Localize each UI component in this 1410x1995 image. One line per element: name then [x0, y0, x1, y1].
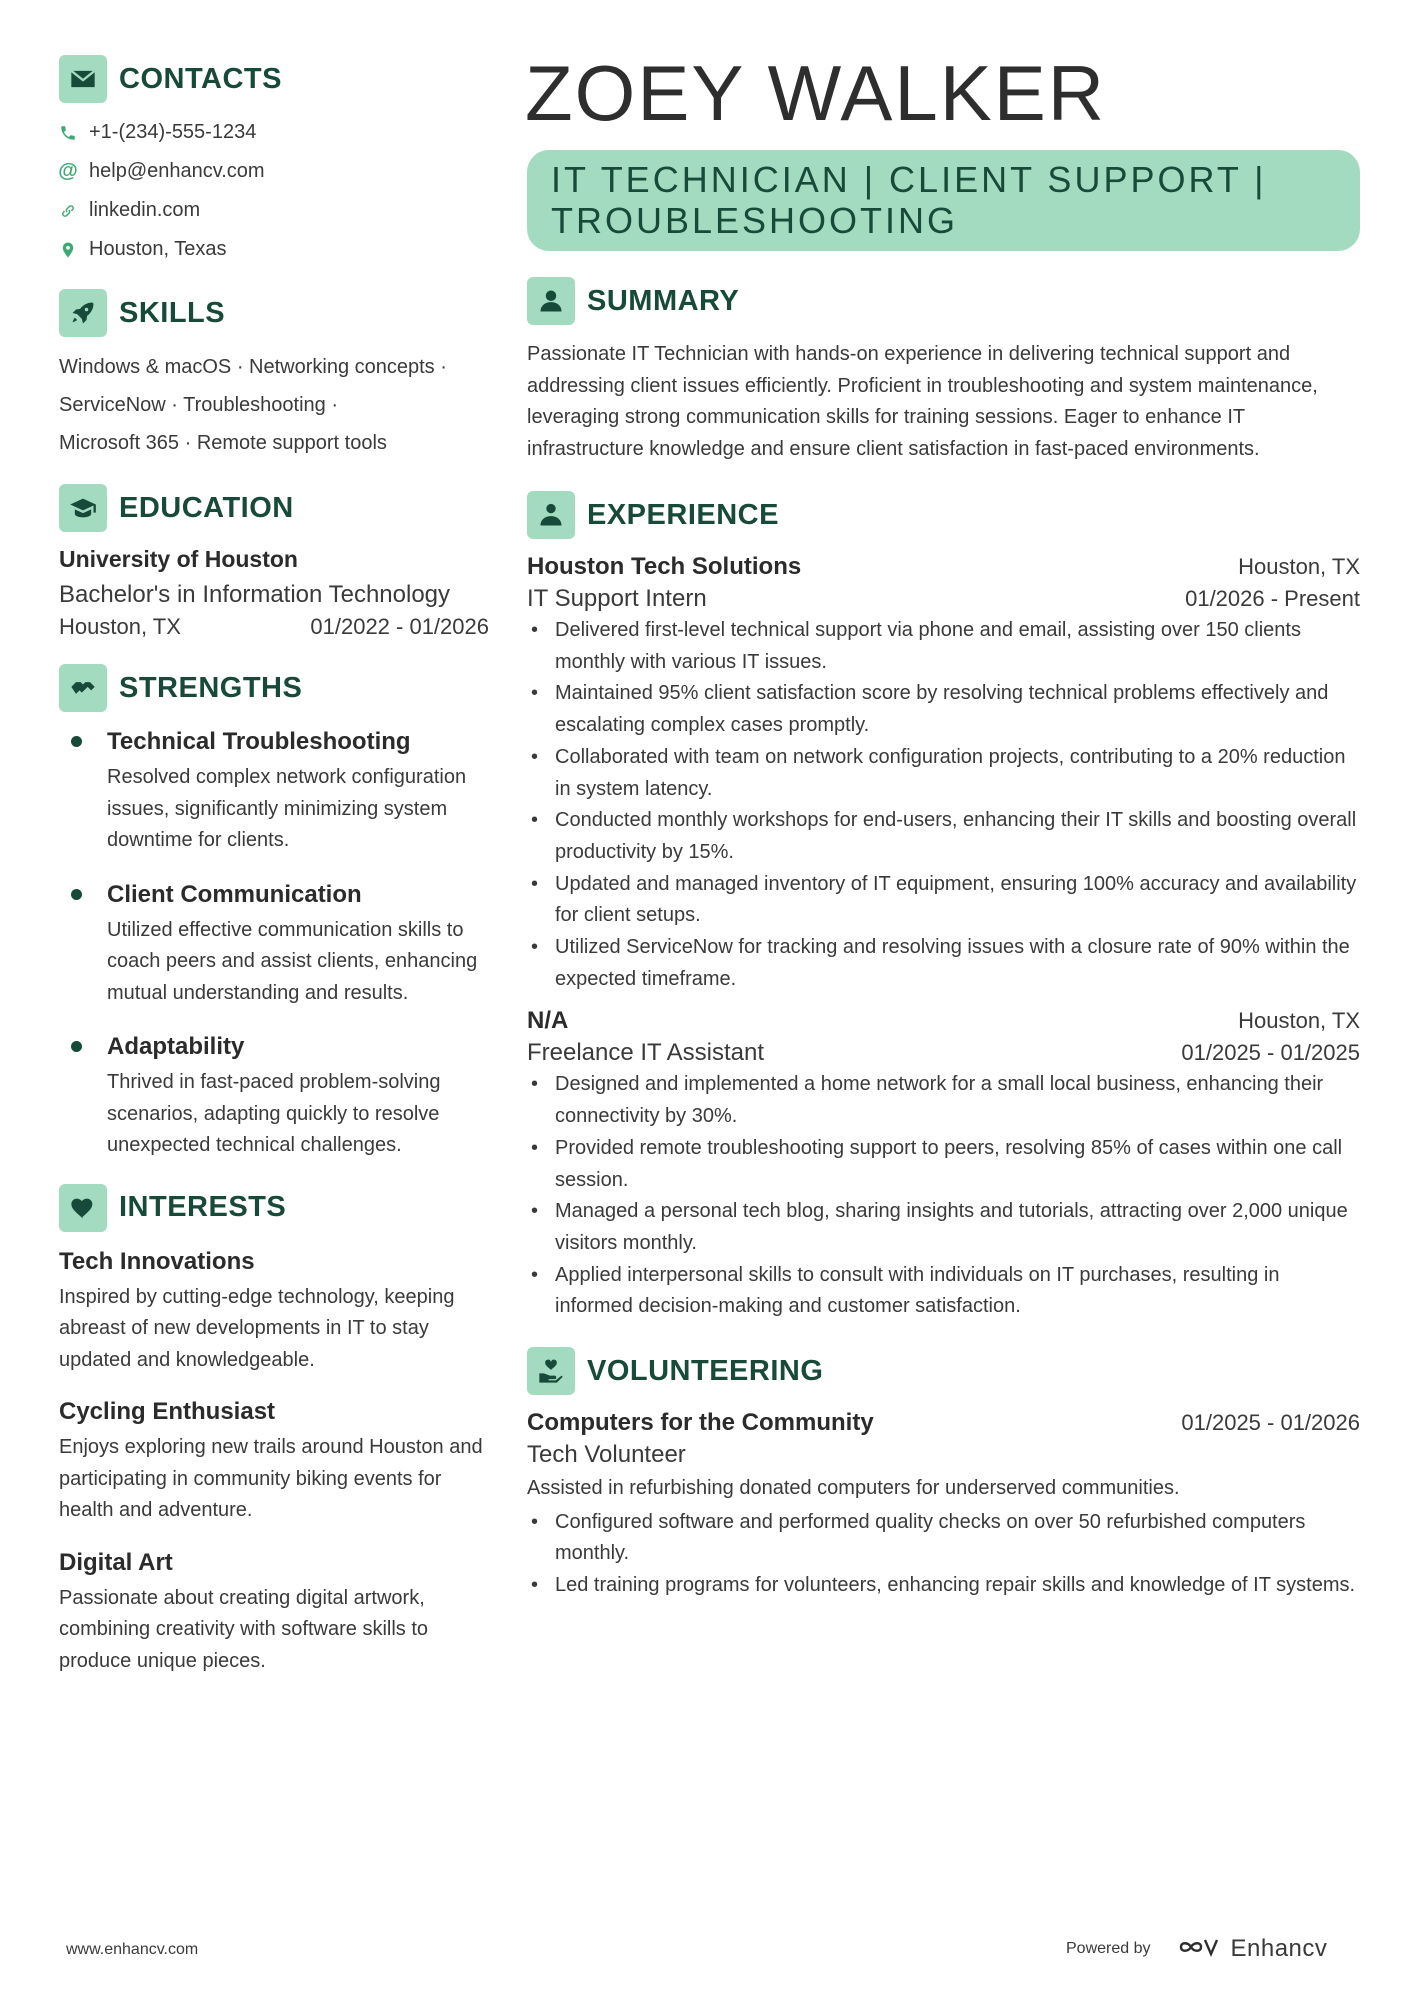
skills-title: SKILLS — [119, 296, 226, 329]
job-bullet: • Applied interpersonal skills to consult with individuals on IT purchases, resulting in informed decision-making and customer satisfaction. — [527, 1260, 1360, 1323]
education-dates: 01/2022 - 01/2026 — [310, 614, 489, 639]
job-bullet: • Designed and implemented a home network for a small local business, enhancing their connectivity by 30%. — [527, 1069, 1360, 1132]
strength-desc: Thrived in fast-paced problem-solving scenarios, adapting quickly to resolve unexpected technical challenges. — [107, 1071, 441, 1156]
bullet-dot — [71, 736, 82, 747]
education-location: Houston, TX — [59, 614, 181, 639]
job-dates: 01/2026 - Present — [1185, 586, 1360, 611]
contacts-title: CONTACTS — [119, 62, 282, 95]
map-pin-icon — [59, 241, 77, 259]
candidate-title: IT TECHNICIAN | CLIENT SUPPORT | TROUBLESHOOTING — [551, 159, 1267, 241]
summary-text: Passionate IT Technician with hands-on experience in delivering technical support and addressing client issues efficiently. Proficient in troubleshooting and system maintenance, leveraging strong communication skills for training sessions. Eager to enhance IT infrastructure knowledge and ensure client satisfaction in fast-paced environments. — [527, 343, 1318, 460]
job-subheader — [527, 1039, 1360, 1067]
experience-title: EXPERIENCE — [587, 498, 779, 531]
school-name: University of Houston — [59, 546, 298, 572]
strength-desc: Resolved complex network configuration issues, significantly minimizing system downtime for clients. — [107, 766, 467, 851]
experience-header — [527, 491, 1360, 539]
interests-header — [59, 1184, 489, 1232]
job-bullet: • Collaborated with team on network configuration projects, contributing to a 20% reduction in system latency. — [527, 742, 1360, 805]
volunteer-entry — [527, 1409, 1360, 1602]
volunteer-org: Computers for the Community — [527, 1409, 874, 1437]
volunteer-header — [527, 1409, 1360, 1437]
job-bullet: • Maintained 95% client satisfaction score by resolving technical problems effectively and escalating complex cases promptly. — [527, 678, 1360, 741]
volunteering-title: VOLUNTEERING — [587, 1354, 824, 1387]
job-header — [527, 1007, 1360, 1035]
skills-line: ServiceNow · Troubleshooting · — [59, 394, 339, 416]
summary-title: SUMMARY — [587, 284, 740, 317]
skills-header — [59, 289, 489, 337]
linkedin-text: linkedin.com — [89, 199, 201, 221]
summary-header — [527, 277, 1360, 325]
volunteer-bullet: • Led training programs for volunteers, enhancing repair skills and knowledge of IT systems. — [527, 1570, 1360, 1602]
education-meta — [59, 614, 489, 640]
strength-item — [59, 1031, 489, 1162]
interests-title: INTERESTS — [119, 1191, 287, 1223]
businessperson-icon — [527, 491, 575, 539]
volunteer-bullet: • Configured software and performed quality checks on over 50 refurbished computers monthly. — [527, 1507, 1360, 1570]
strength-title: Client Communication — [107, 880, 362, 908]
rocket-icon — [59, 289, 107, 337]
job-location: Houston, TX — [1238, 554, 1360, 579]
email-text: help@enhancv.com — [89, 160, 265, 182]
contact-location — [59, 230, 489, 269]
job-dates: 01/2025 - 01/2025 — [1181, 1040, 1360, 1066]
location-text: Houston, Texas — [89, 238, 227, 260]
title-banner — [527, 150, 1360, 251]
job-role: IT Support Intern — [527, 585, 707, 612]
link-icon — [59, 202, 77, 220]
job-entry — [527, 1007, 1360, 1323]
interest-title: Tech Innovations — [59, 1247, 255, 1275]
job-bullet: • Provided remote troubleshooting support to peers, resolving 85% of cases within one call session. — [527, 1133, 1360, 1196]
phone-icon — [59, 124, 77, 142]
left-column — [59, 55, 489, 1697]
contact-email[interactable] — [59, 152, 489, 191]
job-company: Houston Tech Solutions — [527, 553, 802, 580]
right-column — [527, 48, 1360, 1602]
hand-heart-icon — [527, 1347, 575, 1395]
job-entry — [527, 553, 1360, 995]
job-role: Freelance IT Assistant — [527, 1039, 764, 1067]
strength-item — [59, 879, 489, 1010]
interest-item — [59, 1246, 489, 1377]
strength-title: Technical Troubleshooting — [107, 728, 411, 755]
job-header — [527, 553, 1360, 581]
interests-list — [59, 1246, 489, 1678]
handshake-icon — [59, 664, 107, 712]
volunteer-dates: 01/2025 - 01/2026 — [1181, 1410, 1360, 1436]
graduation-cap-icon — [59, 484, 107, 532]
job-bullet: • Delivered first-level technical support via phone and email, assisting over 150 clients monthly with various IT issues. — [527, 615, 1360, 678]
strengths-title: STRENGTHS — [119, 671, 303, 704]
volunteer-bullets — [527, 1507, 1360, 1602]
footer-branding — [1066, 1935, 1327, 1963]
strengths-header — [59, 664, 489, 712]
job-bullet: • Conducted monthly workshops for end-users, enhancing their IT skills and boosting overall productivity by 15%. — [527, 805, 1360, 868]
job-company: N/A — [527, 1007, 569, 1035]
job-bullet: • Utilized ServiceNow for tracking and resolving issues with a closure rate of 90% within the expected timeframe. — [527, 932, 1360, 995]
heart-icon — [59, 1184, 107, 1232]
bullet-dot — [71, 1041, 82, 1052]
strengths-list — [59, 726, 489, 1162]
powered-by-label: Powered by — [1066, 1940, 1151, 1957]
footer-website[interactable]: www.enhancv.com — [66, 1941, 199, 1958]
strength-desc: Utilized effective communication skills to coach peers and assist clients, enhancing mutual understanding and results. — [107, 918, 478, 1004]
interest-item — [59, 1547, 489, 1678]
interest-title: Digital Art — [59, 1548, 173, 1576]
interest-item — [59, 1396, 489, 1527]
enhancv-logo-icon — [1177, 1936, 1223, 1963]
volunteer-desc: Assisted in refurbishing donated computers for underserved communities. — [527, 1477, 1180, 1500]
education-title: EDUCATION — [119, 491, 294, 524]
volunteering-header — [527, 1347, 1360, 1395]
degree: Bachelor's in Information Technology — [59, 581, 451, 608]
interest-desc: Passionate about creating digital artwork, combining creativity with software skills to produce unique pieces. — [59, 1586, 429, 1672]
candidate-name: ZOEY WALKER — [525, 49, 1107, 137]
at-icon: @ — [58, 160, 78, 182]
job-location: Houston, TX — [1238, 1008, 1360, 1034]
contact-linkedin[interactable] — [59, 191, 489, 230]
strength-title: Adaptability — [107, 1033, 245, 1060]
interest-desc: Inspired by cutting-edge technology, keeping abreast of new developments in IT to stay updated and knowledgeable. — [59, 1285, 455, 1371]
job-bullet: • Managed a personal tech blog, sharing insights and tutorials, attracting over 2,000 unique visitors monthly. — [527, 1196, 1360, 1259]
job-bullets — [527, 615, 1360, 995]
job-bullets — [527, 1069, 1360, 1323]
education-entry — [59, 546, 489, 640]
phone-text: +1-(234)-555-1234 — [89, 121, 257, 143]
envelope-icon — [59, 55, 107, 103]
user-icon — [527, 277, 575, 325]
job-bullet: • Updated and managed inventory of IT equipment, ensuring 100% accuracy and availability for client setups. — [527, 869, 1360, 932]
job-subheader — [527, 585, 1360, 613]
strength-item — [59, 726, 489, 857]
contacts-header — [59, 55, 489, 103]
education-header — [59, 484, 489, 532]
contact-phone[interactable] — [59, 113, 489, 152]
bullet-dot — [71, 889, 82, 900]
volunteer-role: Tech Volunteer — [527, 1441, 686, 1469]
skills-line: Windows & macOS · Networking concepts · — [59, 356, 447, 378]
skills-list — [59, 348, 489, 462]
brand-name: Enhancv — [1230, 1935, 1328, 1962]
interest-desc: Enjoys exploring new trails around Houston and participating in community biking events for health and adventure. — [59, 1436, 483, 1521]
skills-line: Microsoft 365 · Remote support tools — [59, 432, 387, 454]
interest-title: Cycling Enthusiast — [59, 1398, 276, 1425]
